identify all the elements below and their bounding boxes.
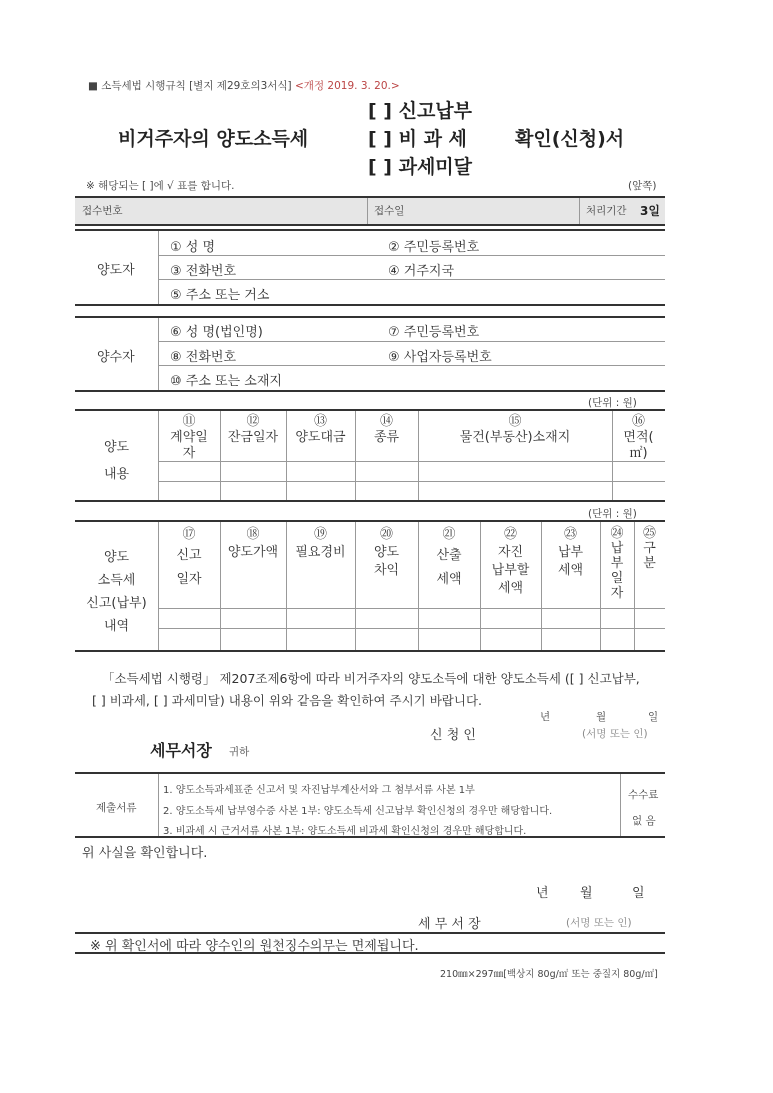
officer-sign: (서명 또는 인) [566,917,632,929]
col-area: ⑯ 면적( ㎡) [623,414,654,461]
fee-value: 없 음 [632,815,656,827]
col-capital-gain: ⑳ 양도 차익 [373,527,400,578]
col-computed-tax: ㉑ 산출 세액 [436,527,462,587]
transferor-section-label: 양도자 [97,263,135,278]
transferee-name-field: ⑥ 성 명(법인명) [170,325,263,340]
col-sale-price: ⑱ 양도가액 [227,527,279,560]
check-instruction: ※ 해당되는 [ ]에 √ 표를 합니다. [86,180,235,192]
statement-line1: 「소득세법 시행령」 제207조제6항에 따라 비거주자의 양도소득에 대한 양도소득세 ([ ] 신고납부, [102,671,640,686]
col-balance-date: ⑫ 잔금일자 [227,414,279,445]
col-transfer-amount: ⑬ 양도대금 [295,414,346,445]
transferor-rrn-field: ② 주민등록번호 [388,240,480,255]
col-necessary-expense: ⑲ 필요경비 [295,527,346,560]
unit-label-1: (단위 : 원) [588,397,637,409]
report-section-label: 양도 소득세 신고(납부) 내역 [86,550,147,634]
documents-label: 제출서류 [96,802,137,814]
transfer-section-line2: 내용 [104,467,130,482]
officer-label: 세 무 서 장 [418,917,481,932]
form-title-suffix: 확인(신청)서 [515,128,625,150]
document-item-3: 3. 비과세 시 근거서류 사본 1부: 양도소득세 비과세 확인신청의 경우만 해당합니다. [163,826,527,837]
applicant-label: 신 청 인 [430,728,476,743]
transferee-section-label: 양수자 [97,350,135,365]
unit-label-2: (단위 : 원) [588,508,637,520]
col-type: ⑭ 종류 [373,414,400,445]
processing-period-label: 처리기간 [586,205,627,217]
transferee-bizno-field: ⑨ 사업자등록번호 [388,350,492,365]
transferee-address-field: ⑩ 주소 또는 소재지 [170,374,282,389]
transferor-phone-field: ③ 전화번호 [170,264,237,279]
transferee-phone-field: ⑧ 전화번호 [170,350,237,365]
transferor-country-field: ④ 거주지국 [388,264,455,279]
transferor-name-field: ① 성 명 [170,240,216,255]
col-property-location: ⑮ 물건(부동산)소재지 [459,414,571,445]
document-item-2: 2. 양도소득세 납부영수증 사본 1부: 양도소득세 신고납부 확인신청의 경우만 해당합니다. [163,806,553,817]
receipt-date-label: 접수일 [374,205,405,217]
col-self-payable-tax: ㉒ 자진 납부할 세액 [491,527,530,596]
statement-year: 년 [540,711,551,723]
page-side: (앞쪽) [628,180,657,192]
col-payment-date: ㉔ 납 부 일 자 [610,526,624,601]
document-item-1: 1. 양도소득과세표준 신고서 및 자진납부계산서와 그 첨부서류 사본 1부 [163,785,475,796]
statement-line2: [ ] 비과세, [ ] 과세미달) 내용이 위와 같음을 확인하여 주시기 바랍니다. [92,693,482,708]
statement-day: 일 [648,711,659,723]
transferor-address-field: ⑤ 주소 또는 거소 [170,288,270,303]
law-reference: ■ 소득세법 시행규칙 [별지 제29호의3서식] <개정 2019. 3. 20.> [88,80,400,92]
title-option-report: [ ] 신고납부 [368,100,473,122]
col-report-date: ⑰ 신고 일자 [176,527,202,587]
revision-date: <개정 2019. 3. 20.> [295,80,400,92]
fee-label: 수수료 [628,789,659,801]
confirm-text: 위 사실을 확인합니다. [82,846,208,861]
tax-office-head: 세무서장 [150,741,212,760]
col-contract-date: ⑪ 계약일 자 [170,414,208,461]
processing-period-value: 3일 [640,204,660,218]
col-paid-tax: ㉓ 납부 세액 [557,527,584,578]
title-option-under: [ ] 과세미달 [368,156,473,178]
receipt-number-label: 접수번호 [82,205,123,217]
confirm-month: 월 [580,886,593,901]
confirm-year: 년 [536,886,549,901]
title-option-nontax: [ ] 비 과 세 [368,128,467,150]
withholding-note: ※ 위 확인서에 따라 양수인의 원천징수의무는 면제됩니다. [90,939,419,954]
addressee-suffix: 귀하 [229,746,250,758]
form-title: 비거주자의 양도소득세 [118,128,309,150]
paper-spec: 210㎜×297㎜[백상지 80g/㎡ 또는 중질지 80g/㎡] [440,969,658,980]
statement-month: 월 [596,711,607,723]
confirm-day: 일 [632,886,645,901]
transferee-rrn-field: ⑦ 주민등록번호 [388,325,480,340]
applicant-sign: (서명 또는 인) [582,728,648,740]
transfer-section-line1: 양도 [104,440,130,455]
col-classification: ㉕ 구 분 [642,526,656,571]
